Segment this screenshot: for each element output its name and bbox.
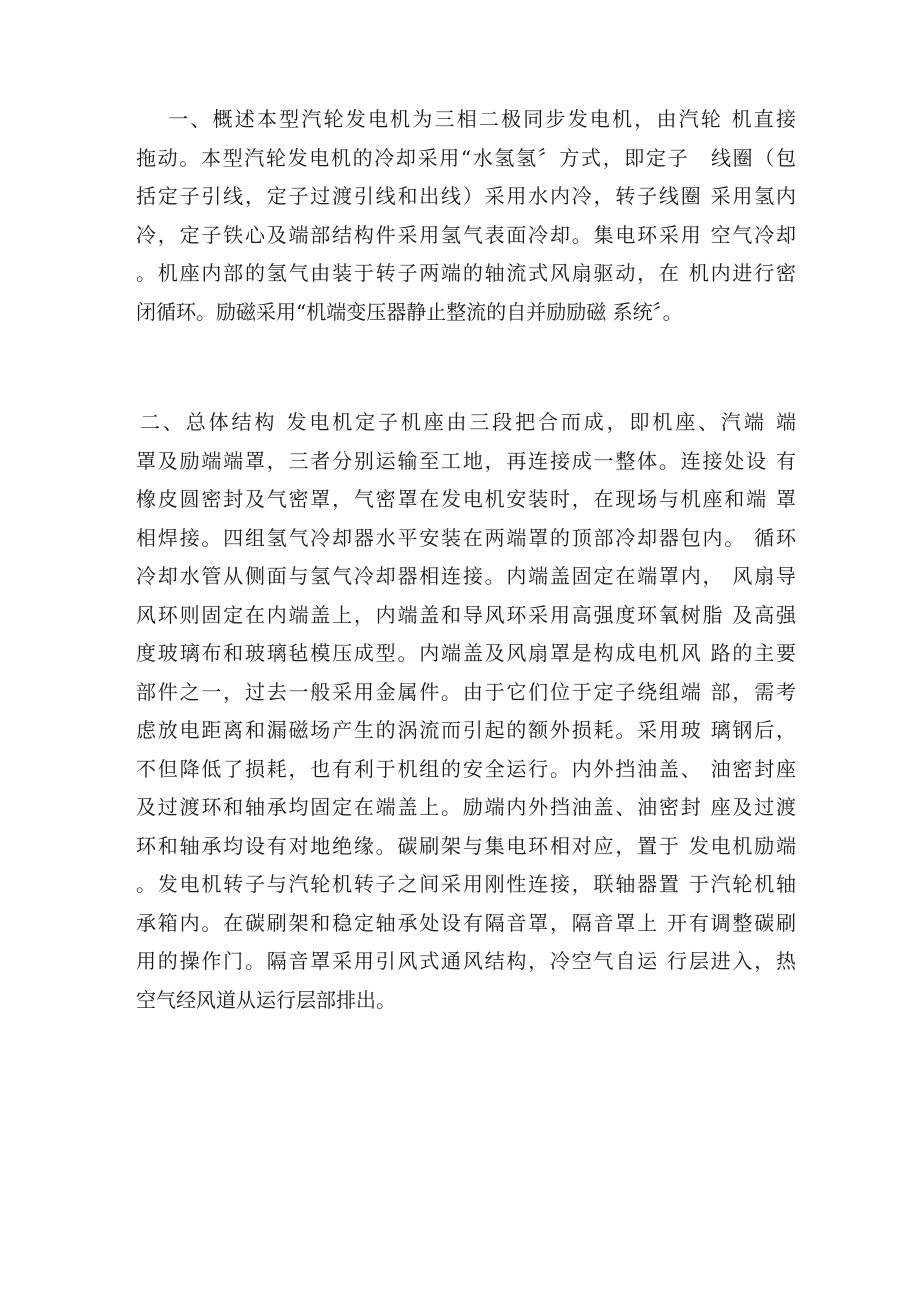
text-line: 一、概述本型汽轮发电机为三相二极同步发电机，由汽轮 机直接 — [146, 107, 796, 131]
text-line: 及过渡环和轴承均固定在端盖上。励端内外挡油盖、油密封 座及过渡 — [136, 795, 796, 819]
text-line: 相焊接。四组氢气冷却器水平安装在两端罩的顶部冷却器包内。 循环 — [136, 525, 796, 550]
text-line: 不但降低了损耗，也有利于机组的安全运行。内外挡油盖、 油密封座 — [136, 756, 796, 781]
text-line: 部件之一，过去一般采用金属件。由于它们位于定子绕组端 部，需考 — [136, 679, 796, 704]
text-line: 承箱内。在碳刷架和稳定轴承处设有隔音罩，隔音罩上 开有调整碳刷 — [136, 910, 796, 935]
text-line: 二、总体结构 发电机定子机座由三段把合而成，即机座、汽端 端 — [140, 410, 796, 434]
text-line: 度玻璃布和玻璃毡模压成型。内端盖及风扇罩是构成电机风 路的主要 — [136, 641, 796, 665]
text-line: 空气经风道从运行层部排出。 — [136, 987, 396, 1012]
text-line: 。机座内部的氢气由装于转子两端的轴流式风扇驱动，在 机内进行密 — [136, 261, 796, 285]
paragraph-overview — [136, 100, 796, 331]
text-line: 。发电机转子与汽轮机转子之间采用刚性连接，联轴器置 于汽轮机轴 — [136, 872, 796, 896]
text-line: 冷却水管从侧面与氢气冷却器相连接。内端盖固定在端罩内， 风扇导 — [136, 564, 796, 588]
text-line: 风环则固定在内端盖上，内端盖和导风环采用高强度环氧树脂 及高强 — [136, 602, 796, 627]
text-line: 用的操作门。隔音罩采用引风式通风结构，冷空气自运 行层进入，热 — [136, 949, 796, 973]
text-line: 括定子引线，定子过渡引线和出线）采用水内冷，转子线圈 采用氢内 — [136, 184, 796, 208]
text-line: 环和轴承均设有对地绝缘。碳刷架与集电环相对应，置于 发电机励端 — [136, 833, 796, 858]
paragraph-general-structure — [136, 403, 796, 1019]
text-line: 闭循环。励磁采用“机端变压器静止整流的自并励励磁 系统〞。 — [136, 299, 683, 324]
text-line: 罩及励端端罩，三者分别运输至工地，再连接成一整体。连接处设 有 — [136, 448, 796, 473]
text-line: 橡皮圆密封及气密罩，气密罩在发电机安装时，在现场与机座和端 罩 — [136, 487, 796, 511]
text-line: 虑放电距离和漏磁场产生的涡流而引起的额外损耗。采用玻 璃钢后， — [136, 718, 796, 742]
text-line: 拖动。本型汽轮发电机的冷却采用“水氢氢〞方式，即定子 线圈（包 — [136, 145, 796, 170]
text-line: 冷，定子铁心及端部结构件采用氢气表面冷却。集电环采用 空气冷却 — [136, 222, 796, 247]
